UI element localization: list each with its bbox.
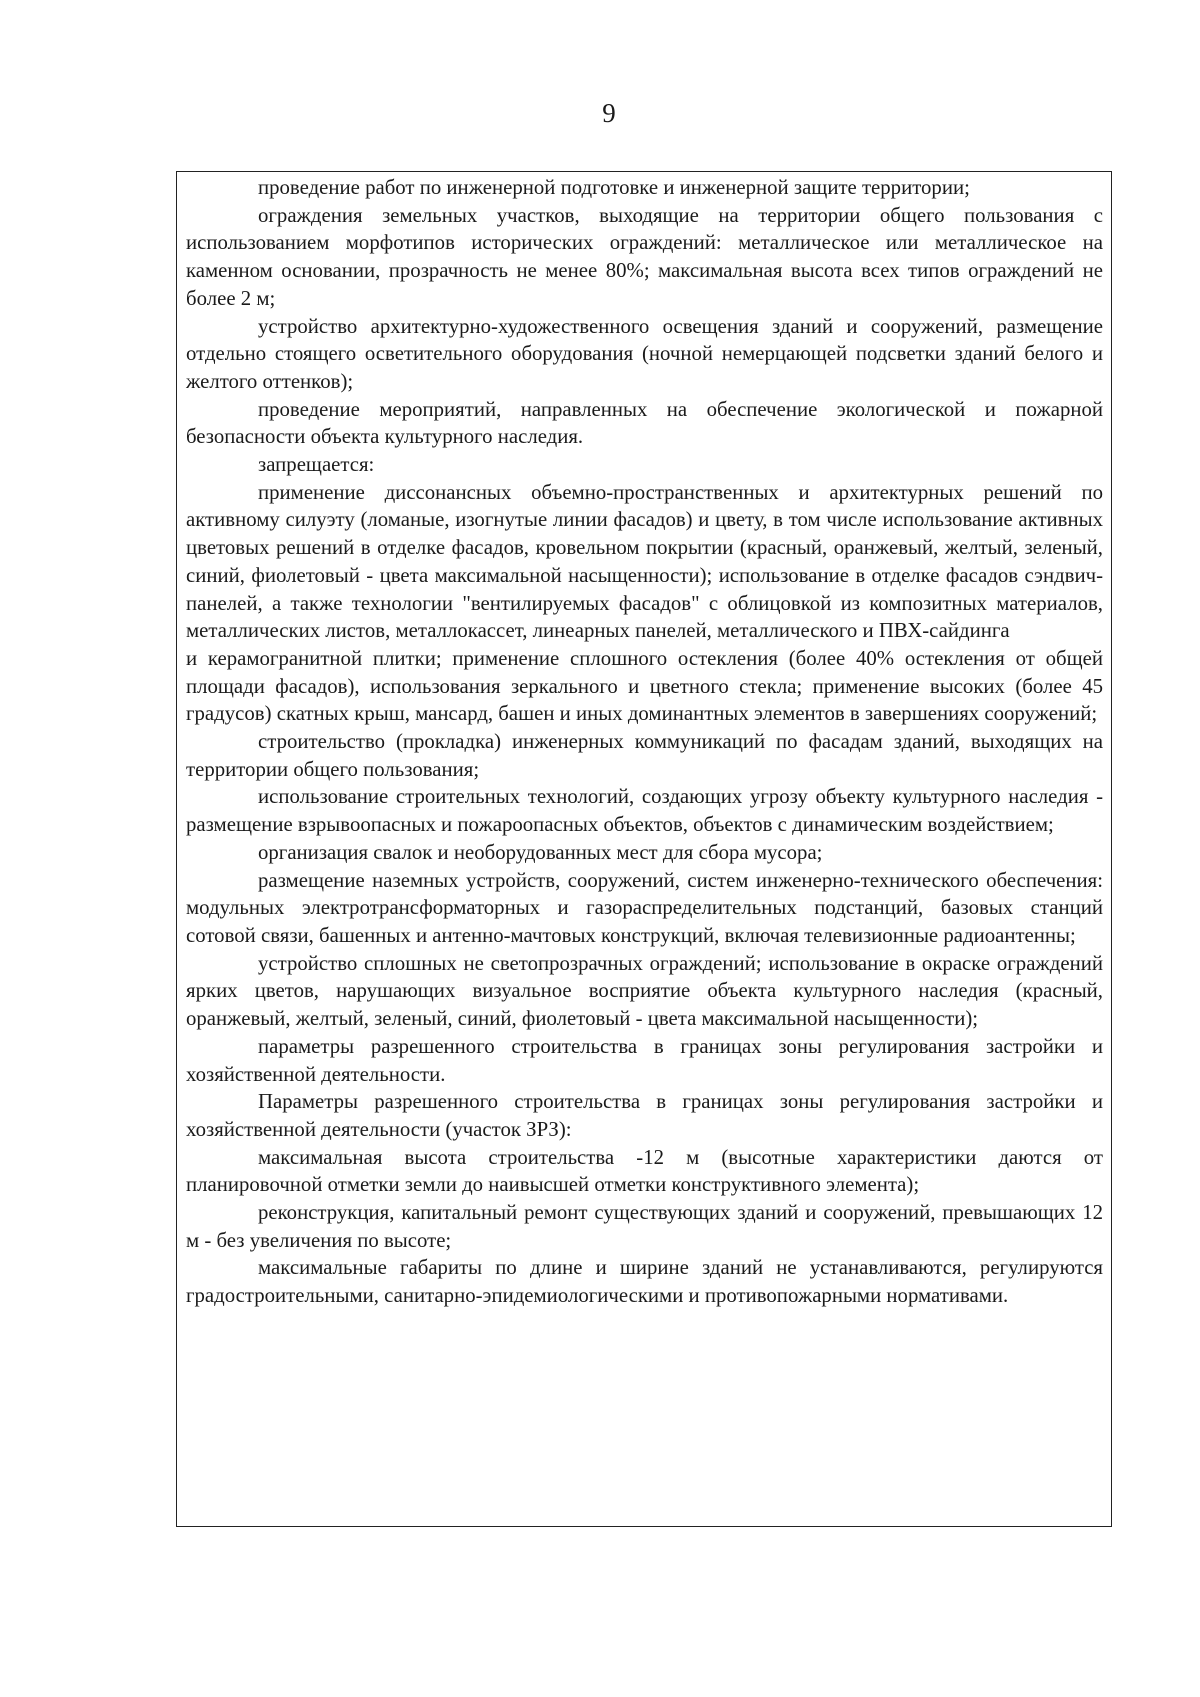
paragraph-dumps: организация свалок и необорудованных мест для сбора мусора; [258,840,823,864]
paragraph-engineering-preparation: проведение работ по инженерной подготовке и инженерной защите территории; [258,176,970,199]
paragraph-max-height: максимальная высота строительства -12 м (высотные характеристики даются от планировочной отметки земли до наивысшей отметки конструктивного элемента); [186,1145,1103,1197]
paragraph-ground-devices: размещение наземных устройств, сооружений, систем инженерно-технического обеспечения: модульных электротрансформаторных и газораспределительных подстанций, базовых станций сотовой связи, башенных и антенно-мачтовых конструкций, включая телевизионные радиоантенны; [186,868,1103,947]
paragraph-glazing-roofs: и керамогранитной плитки; применение сплошного остекления (более 40% остекления от общей площади фасадов), использования зеркального и цветного стекла; применение высоких (более 45 градусов) скатных крыш, мансард, башен и иных доминантных элементов в завершениях сооружений; [186,646,1103,726]
paragraph-prohibited-heading: запрещается: [258,453,375,477]
paragraph-dissonant-solutions: применение диссонансных объемно-пространственных и архитектурных решений по активному силуэту (ломаные, изогнутые линии фасадов) и цвету, в том числе использование активных цветовых решений в отделке фасадов, кровельном покрытии (красный, оранжевый, желтый, зеленый, синий, фиолетовый - цвета максимальной насыщенности); использование в отделке фасадов сэндвич-панелей, а также технологии "вентилируемых фасадов" с облицовкой из композитных материалов, металлических листов, металлокассет, линеарных панелей, металлического и ПВХ-сайдинга [186,480,1103,643]
paragraph-solid-fences: устройство сплошных не светопрозрачных ограждений; использование в окраске ограждений ярких цветов, нарушающих визуальное восприятие объекта культурного наследия (красный, оранжевый, желтый, зеленый, синий, фиолетовый - цвета максимальной насыщенности); [186,951,1103,1031]
page-number: 9 [602,98,616,128]
paragraph-hazardous-technologies: использование строительных технологий, создающих угрозу объекту культурного наследия - размещение взрывоопасных и пожароопасных объектов, объектов с динамическим воздействием; [186,785,1103,837]
paragraph-permitted-parameters: параметры разрешенного строительства в границах зоны регулирования застройки и хозяйственной деятельности. [186,1034,1103,1086]
document-text-frame [176,171,1112,1527]
paragraph-max-dimensions: максимальные габариты по длине и ширине зданий не устанавливаются, регулируются градостроительными, санитарно-эпидемиологическими и противопожарными нормативами. [186,1256,1103,1308]
paragraph-fencing: ограждения земельных участков, выходящие на территории общего пользования с использованием морфотипов исторических ограждений: металлическое или металлическое на каменном основании, прозрачность не менее 80%; максимальная высота всех типов ограждений не более 2 м; [186,203,1103,310]
paragraph-lighting: устройство архитектурно-художественного освещения зданий и сооружений, размещение отдельно стоящего осветительного оборудования (ночной немерцающей подсветки зданий белого и желтого оттенков); [186,314,1103,393]
paragraph-safety-measures: проведение мероприятий, направленных на обеспечение экологической и пожарной безопасности объекта культурного наследия. [186,397,1103,449]
paragraph-parameters-zrz: Параметры разрешенного строительства в границах зоны регулирования застройки и хозяйственной деятельности (участок ЗРЗ): [186,1090,1103,1141]
paragraph-reconstruction: реконструкция, капитальный ремонт существующих зданий и сооружений, превышающих 12 м - без увеличения по высоте; [186,1201,1103,1252]
paragraph-utilities-facades: строительство (прокладка) инженерных коммуникаций по фасадам зданий, выходящих на территории общего пользования; [186,730,1103,781]
